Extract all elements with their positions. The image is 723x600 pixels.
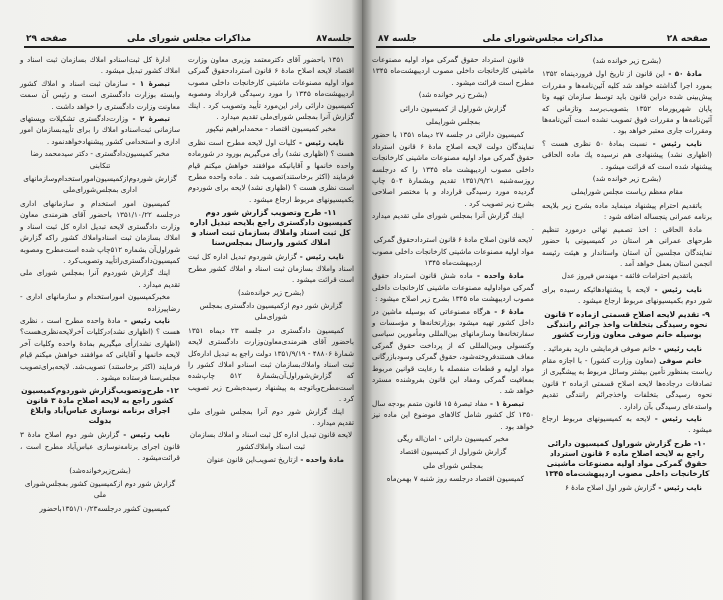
paragraph-text: مخبر کمیسیون اقتصاد - محمدابراهیم نیکپور <box>206 124 336 134</box>
speaker-label: نایب رئیس - <box>649 284 702 294</box>
paragraph-text: باتقدیم احترام پیشنهاد مینماید ماده بشرح زیر بلایحه برنامه عمرانی پنجساله اضافه شود : <box>542 200 712 222</box>
paragraph-text: لایحه به کمیسیونهای مربوط ارجاع میشود . <box>542 413 712 435</box>
paragraph-text: مفاد تبصرهٔ ۱۵ قانون متمم بودجه سال ۱۳۵۰ کل کشور شامل کالاهای موضوع این ماده نیز خواهد بود . <box>372 398 534 431</box>
speaker-label: نایب رئیس - <box>295 137 344 147</box>
speaker-label: مادهٔ واحده - <box>472 271 525 281</box>
centered-line <box>372 103 534 114</box>
centered-line <box>372 89 534 100</box>
paragraph-text: گزارش شوراول از کمیسیون اقتصاد <box>399 447 507 457</box>
paragraph <box>372 54 534 88</box>
text-column-right <box>188 54 354 467</box>
paragraph-text: ۱۱- طرح وتصویب گزارش شور دوم کمیسیون دادگستری راجع بلایحه تبدیل اداره کل ثبت اسناد واملاك بسازمان ثبت اسناد و املاك کشور وارسال بمجلس‌سنا <box>189 208 353 248</box>
paragraph <box>20 54 180 77</box>
paragraph <box>542 68 712 136</box>
paragraph-text: کمیسیون کشور درجلسه۱۳۵۱/۱۰/۲۳باحضور <box>39 503 170 513</box>
paragraph <box>188 251 354 285</box>
paragraph-text: نسبت بمادهٔ ۵۰ نظری هست ؟ (اظهاری نشد) پیشنهادی هم نرسیده یك ماده الحاقی پیشنهاد شده است که قرائت میشود . <box>542 138 712 171</box>
speaker-label: نایب رئیس - <box>655 343 702 353</box>
paragraph <box>542 482 712 493</box>
paragraph-text: ماده شش قانون استرداد حقوق گمرکی مواداولیه مصنوعات ماشینی کارخانجات داخلی مصوب اردیبهشت ماه ۱۳۴۵ بشرح زیر اصلاح میشود : <box>372 271 534 304</box>
session-number: جلسه۸۷ <box>316 34 352 44</box>
paragraph <box>372 270 534 304</box>
paragraph <box>372 398 534 432</box>
paragraph-text: بمجلس شورایملی <box>425 117 481 127</box>
paragraph-text: اینك گزارش شور دوم آنرا بمجلس شورای ملی تقدیم میدارد . <box>188 406 354 427</box>
section-heading <box>542 310 712 340</box>
paragraph-text: لایحه با پیشنهادهائیکه رسیده برای شور دوم بکمیسیونهای مربوط ارجاع میشود . <box>542 284 712 306</box>
centered-line <box>20 148 180 171</box>
centered-line <box>542 55 712 66</box>
centered-line <box>372 460 534 471</box>
paragraph <box>20 78 180 112</box>
paragraph <box>20 429 180 463</box>
paragraph <box>20 291 180 314</box>
section-heading <box>542 439 712 479</box>
centered-line <box>372 446 534 457</box>
text-column-left <box>20 54 180 515</box>
paragraph-text: ازتاریخ تصویب‌این قانون عنوان <box>206 455 298 465</box>
centered-line <box>372 234 534 268</box>
paragraph-text: گزارش شور دوم ازکمیسیون دادگستری بمجلس شورای‌ملی <box>199 300 343 322</box>
speaker-label: نایب رئیس - <box>120 315 170 325</box>
text-column-right <box>542 54 712 494</box>
speaker-label: تبصرهٔ ۱ - <box>487 398 524 408</box>
paragraph-text: (بشرح زیر خوانده شد) <box>592 174 662 184</box>
paragraph-text: گزارش شور دوم ازکمیسیون کشور بمجلس‌شورای ملی <box>24 479 176 500</box>
paragraph <box>20 198 180 266</box>
centered-line <box>188 287 354 298</box>
speaker-label: تبصرهٔ ۱ - <box>127 78 170 88</box>
paragraph-text: گزارش شوراول از کمیسیون دارائی <box>399 103 507 113</box>
paragraph-text: خانم صوفی فرمایشی دارید بفرمائید . <box>543 343 656 353</box>
paragraph <box>372 210 534 233</box>
paragraph <box>372 473 534 484</box>
paragraph <box>372 129 534 209</box>
centered-line <box>542 173 712 184</box>
section-heading <box>20 386 180 426</box>
speaker-label: مادهٔ ۵۰ - <box>664 69 702 79</box>
paragraph <box>542 284 712 307</box>
paragraph-text: کمیسیون امور استخدام و سازمانهای اداری درجلسه ۱۳۵۱/۱۰/۲۲ باحضور آقای هنرمندی معاون وزارت دادگستری لایحه تبدیل اداره کل ثبت اسناد و املاك بسازمان ثبت اسنادواملاك کشور راکه گزارش شوراول‌آن بشماره ۵۱۲چاپ شده است‌مطرح ومصوبه کمیسیون‌دادگستری‌راتأیید وتصویب‌کرد . <box>20 198 181 265</box>
paragraph <box>188 325 354 405</box>
paragraph-text: لایحه قانون اصلاح مادهٔ ۶ قانون استردادحقوق گمرکی مواد اولیه مصنوعات ماشینی کارخانجات داخلی مصوب اردیبهشت‌ماه ۱۳۴۵ <box>372 235 534 267</box>
paragraph-text: لایحه قانون تبدیل اداره کل ثبت اسناد و املاك بسازمان ثبت اسناد واملاك‌کشور <box>189 430 353 451</box>
paragraph-text: (بشرح زیر خوانده شد) <box>418 90 488 100</box>
page-number: صفحه ۲۸ <box>666 34 708 44</box>
running-title: مذاکرات مجلس‌شورای ملی <box>482 34 604 44</box>
paragraph <box>20 267 180 290</box>
paragraph <box>188 406 354 429</box>
centered-line <box>372 433 534 444</box>
paragraph-text: کمیسیون اقتصاد درجلسه روز شنبه ۷ بهمن‌ماه <box>386 474 524 484</box>
paragraph <box>542 224 712 270</box>
paragraph-text: ۱۲- طرح‌وتصویب‌گزارش شوردوم‌کمیسیون کشور راجع به لایحه اصلاح مادهٔ ۳ قانون اجرای برنامه نوسازی عباس‌آباد وابلاغ بدولت <box>21 386 179 426</box>
paragraph-text: (بشرح زیر خوانده‌شد) <box>237 287 305 297</box>
speaker-label: خانم صوفی <box>656 355 702 365</box>
paragraph <box>542 355 712 412</box>
session-number: جلسه ۸۷ <box>378 34 417 44</box>
centered-line <box>188 300 354 323</box>
page-28 <box>362 0 723 600</box>
paragraph-text: هرگاه مصنوعاتی که بوسیله ماشین در داخل کشور تهیه میشود بوزارتخانه‌ها و مؤسسات و سفارتخانه‌ها وسازمانهای بین‌المللی ومأمورین سیاسی وکنسولی وبین‌المللی که از پرداخت حقوق گمرکی معاف هستندفروخته‌شود، حقوق گمرکی وسودبازرگانی مواد اولیه و قطعات منفصله با رعایت قوانین مربوط بمعافیت گمرکی ومفاد این قانون بفروشنده مسترد خواهد شد . <box>372 306 534 396</box>
centered-line <box>20 478 180 501</box>
paragraph-text: ادارهٔ کل ثبت‌اسنادو املاك بسازمان ثبت اسناد و املاك کشور تبدیل میشود . <box>20 55 180 76</box>
paragraph-text: مقام معظم ریاست مجلس شورایملی <box>571 187 683 197</box>
centered-line <box>542 186 712 197</box>
paragraph-text: مادهٔ الحاقی : اخذ تصمیم نهائی درمورد تنظیم طرحهای عمرانی هر استان در کمیسیونی با حضور نمایندگان مجلسین آن استان واستاندار و هیئت رئیسه انجمن استان بعمل خواهد آمد . <box>542 224 712 268</box>
paragraph <box>20 113 180 147</box>
paragraph-text: ۹- تقدیم لایحه اصلاح قسمتی ازماده ۲ قانون نحوه رسیدگی بتخلفات واخذ جرائم رانندگی بوسیله خانم صوفی معاون وزارت کشور <box>544 309 710 339</box>
paragraph-text: کلیات اول لایحه مطرح است نظری هست ؟ (اظهاری نشد) رأی می‌گیریم بورود در شورماده واحده خانمها و آقایانیکه موافقند خواهش میکنم قیام فرمایند (اکثر برخاستند)تصویب شد . ماده واحده مطرح است نظری هست ؟ (اظهاری نشد) لایحه برای شوردوم بکمیسیونهای مربوط ارجاع میشود . <box>188 137 354 204</box>
paragraph-text: کمیسیون دادگستری در جلسه ۲۳ دیماه ۱۳۵۱ باحضور آقای هنرمندی‌معاون‌وزارت دادگستری لایحه شمارهٔ ۴۸۸۰۶ - ۱۳۵۱/۹/۱۹ دولت راجع به تبدیل اداره‌کل ثبت اسناد واملاك‌بسازمان ثبت اسنادو املاك کشور را که گزارش‌شوراول‌آن‌بشمارهٔ ۵۱۲ چاپ‌شده است‌مطرح‌وباتوجه به پیشنهاد رسیده‌بشرح زیر تصویب کرد . <box>188 325 355 404</box>
paragraph-text: وزارت‌دادگستری تشکیلات وپستهای سازمانی ثبت‌اسنادو املاك را برای تأییدبسازمان امور اداری و استخدامی کشور پیشنهادخواهدنمود . <box>20 114 180 146</box>
paragraph <box>542 413 712 436</box>
paragraph <box>542 343 712 354</box>
paragraph-text: اینك گزارش آنرا بمجلس شورای ملی تقدیم میدارد . <box>372 211 534 232</box>
speaker-label: مادهٔ واحده - <box>297 455 344 465</box>
paragraph-text: مادهٔ واحده مطرح است ، نظری هست ؟ (اظهاری نشد)درکلیات آخرلایحه‌نظری‌هست؟ (اظهاری نشد)رأی میگیریم بمادهٔ واحده وکلیات آخر لایحه خانمها و آقایانی که موافقند خواهش میکنم قیام فرمایند (اکثر برخاستند) تصویب‌شد. لایحه‌برای‌تصویب مجلس‌سنا فرستاده میشود . <box>20 315 180 382</box>
paragraph-text: اینك گزارش شوردوم آنرا بمجلس شورای ملی تقدیم میدارد . <box>20 268 180 289</box>
centered-line <box>188 123 354 134</box>
paragraph-text: مخبر کمیسیون دارائی - امان‌اله ریگی <box>397 434 509 443</box>
paragraph <box>372 306 534 397</box>
page-number: صفحه ۲۹ <box>26 34 68 44</box>
paragraph <box>542 200 712 223</box>
centered-line <box>20 173 180 196</box>
paragraph-text: مخبرکمیسیون امور‌استخدام و سازمانهای اداری - رضاپیرزاده <box>20 292 180 313</box>
speaker-label: مادهٔ ۶ - <box>490 306 524 316</box>
paragraph-text: گزارش شور اول اصلاح مادهٔ ۶ <box>565 482 656 492</box>
text-column-left <box>372 54 534 486</box>
paragraph-text: کمیسیون دارائی در جلسه ۲۷ دیماه ۱۳۵۱ با حضور نمایندگان دولت لایحه اصلاح مادهٔ ۶ قانون استرداد حقوق گمرکی مواد اولیه مصنوعات ماشینی کارخانجات داخلی مصوب اردیبهشت ماه ۱۳۴۵ را که درجلسه روزسه‌شنبه ۱۳۵۱/۹/۲۱ تقدیم وبشمارهٔ ۵۰۴ چاپ گردیده مورد رسیدگی قرارداد و با مختصر اصلاحی بشرح زیر تصویب کرد . <box>372 130 534 208</box>
centered-line <box>20 465 180 476</box>
page-header <box>24 34 354 48</box>
paragraph-text: گزارش شور دوم اصلاح مادهٔ ۳ قانون اجرای برنامه‌نوسازی عباس‌آباد مطرح است ، قرائت‌میشود . <box>20 430 180 463</box>
paragraph <box>188 137 354 205</box>
speaker-label: نایب رئیس - <box>296 252 344 262</box>
speaker-label: نایب رئیس - <box>650 413 702 423</box>
paragraph-text: (معاون وزارت کشور) - با اجازه مقام ریاست بمنظور تأمین بیشتر وسائل مربوط به پیشگیری از تصادفات درجاده‌ها لایحه اصلاح قسمتی ازماده ۲ قانون نحوه رسیدگی بتخلفات واخذجرائم رانندگی تقدیم واستدعای رسیدگی بآن رادارد . <box>542 355 712 411</box>
speaker-label: نایب رئیس - <box>647 138 702 148</box>
paragraph-text: این قانون از تاریخ اول فروردینماه ۱۳۵۲ بمورد اجرا گذاشته خواهد شد کلیه آئین‌نامه‌ها و مقررات پیش‌بینی شده دراین قانون باید توسط سازمان تهیه وتا پایان شهریورماه ۱۳۵۲ بتصویب‌برسد وتازمانی که آئین‌نامه‌ها و مقررات فوق تصویب نشده است آئین‌نامه‌ها ومقررات جاری معتبر خواهد بود . <box>542 69 712 136</box>
paragraph-text: قانون استرداد حقوق گمرکی مواد اولیه مصنوعات ماشینی کارخانجات داخلی مصوب اردیبهشت‌ماه ۱۳۴۵ مطرح است قرائت میشود . <box>372 55 534 87</box>
paragraph-text: مخبر کمیسیون‌دادگستری - دکتر سیدمحمد رضا تنکابنی <box>30 149 170 170</box>
speaker-label: نایب رئیس - <box>119 430 170 440</box>
paragraph <box>188 454 354 465</box>
section-heading <box>188 208 354 248</box>
running-title: مذاکرات مجلس شورای ملی <box>126 34 252 44</box>
speaker-label: تبصرهٔ ۲ - <box>128 114 170 124</box>
paragraph-text: ۱۰- طرح گزارش شوراول کمیسیون دارائی راجع به لایحه اصلاح ماده ۶ قانون استرداد حقوق گمرکی مواد اولیه مصنوعات ماشینی کارخانجات داخلی مصوب اردیبهشت‌ماه ۱۳۴۵ <box>544 438 710 478</box>
paragraph <box>20 315 180 383</box>
paragraph <box>188 54 354 122</box>
page-header <box>376 34 710 48</box>
paragraph <box>542 138 712 172</box>
paragraph-text: گزارش شوردوم تبدیل اداره کل ثبت اسناد واملاك بسازمان ثبت اسناد و املاك کشور مطرح است قرائت میشود . <box>188 252 354 285</box>
paragraph-text: گزارش شوردوم‌ازکمیسیون‌اموراستخدام‌وسازمانهای اداری بمجلس‌شورای‌ملی <box>23 174 177 195</box>
paragraph-text: بمجلس شورای ملی <box>423 460 483 470</box>
paragraph-text: سازمان ثبت اسناد و املاك کشور وابسته بوزارت دادگستری است و رئیس آن سمت معاونت وزارت دادگستری را خواهد داشت . <box>20 78 180 111</box>
paragraph <box>20 503 180 514</box>
centered-line <box>542 270 712 281</box>
centered-line <box>188 429 354 452</box>
paragraph-text: (بشرح زیر خوانده شد) <box>592 56 662 65</box>
paragraph-text: ۱۳۵۱ باحضور آقای دکترمعتمد وزیری معاون وزارت اقتصاد لایحه اصلاح مادهٔ ۶ قانون استردادحقوق گمرکی مواد اولیه مصنوعات ماشینی کارخانجات داخلی مصوب اردیبهشت‌ماه ۱۳۴۵ را مورد رسیدگی قرارداد ومصوبه کمیسیون دارائی رادر این‌مورد تأیید وتصویب کرد . اینك گزارش آنرا بمجلس شورای‌ملی تقدیم میدارد . <box>188 55 354 122</box>
speaker-label: نایب رئیس - <box>655 482 702 492</box>
centered-line <box>372 116 534 127</box>
paragraph-text: باتقدیم احترامات فائقه - مهندس فیروز عدل <box>561 271 693 281</box>
paragraph-text: (بشرح‌زیرخوانده‌شد) <box>69 465 131 475</box>
